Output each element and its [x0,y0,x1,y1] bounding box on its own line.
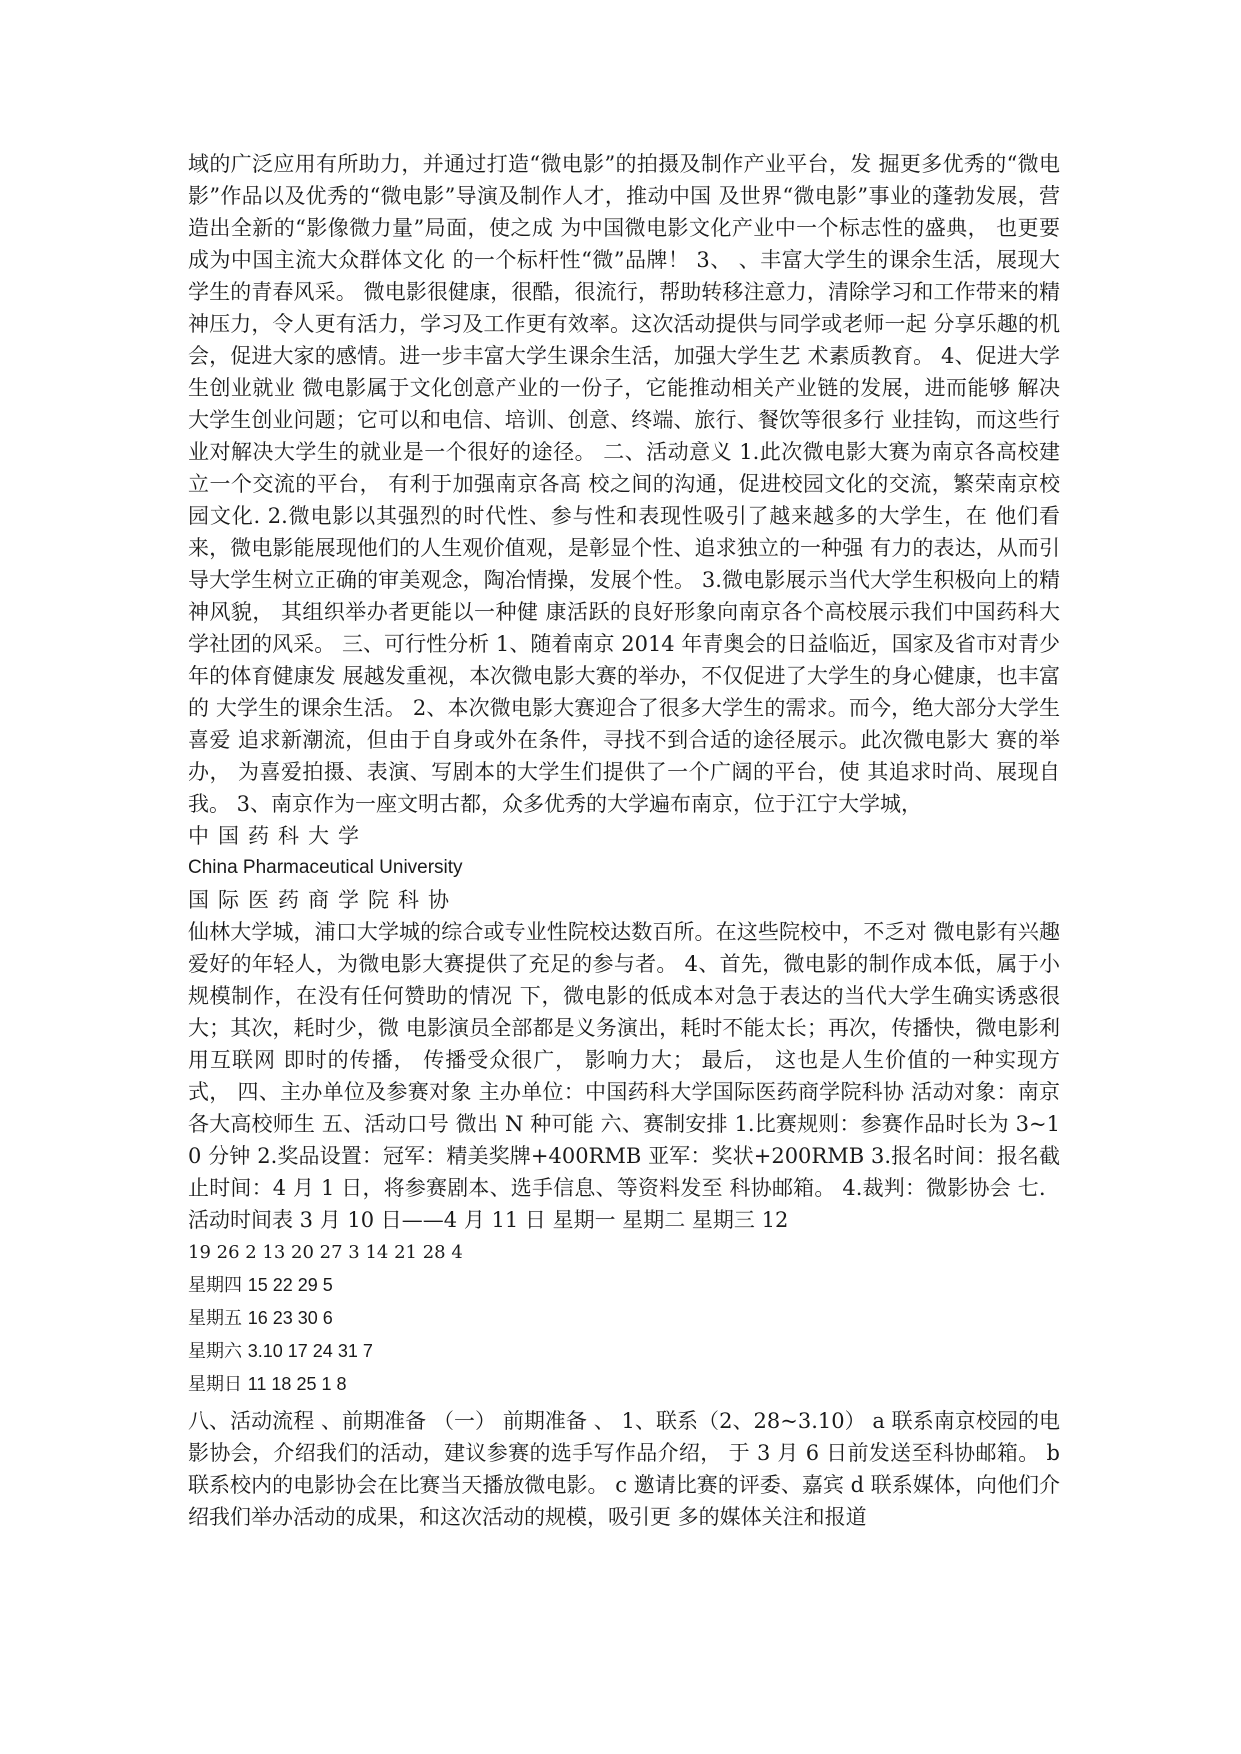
calendar-day-numbers: 16 23 30 6 [247,1308,333,1328]
paragraph-2: 仙林大学城，浦口大学城的综合或专业性院校达数百所。在这些院校中，不乏对 微电影有兴趣爱好的年轻人，为微电影大赛提供了充足的参与者。 4、首先，微电影的制作成本低，属于小规模制作，在没有任何赞助的情况 下，微电影的低成本对急于表达的当代大学生确实诱惑很大；其次，耗时少，微 电影演员全部都是义务演出，耗时不能太长；再次，传播快，微电影利用互联网 即时的传播， 传播受众很广， 影响力大； 最后， 这也是人生价值的一种实现方式， 四、主办单位及参赛对象 主办单位：中国药科大学国际医药商学院科协 活动对象：南京各大高校师生 五、活动口号 微出 N 种可能 六、赛制安排 1.比赛规则：参赛作品时长为 3~10 分钟 2.奖品设置：冠军：精美奖牌+400RMB 亚军：奖状+200RMB 3.报名时间：报名截止时间：4 月 1 日，将参赛剧本、选手信息、等资料发至 科协邮箱。 4.裁判：微影协会 七．活动时间表 3 月 10 日——4 月 11 日 星期一 星期二 星期三 12 [188,920,1060,1232]
calendar-row-saturday [188,1335,1060,1368]
header-organization: 国际医药商学院科协 [188,888,458,912]
header-university-en: China Pharmaceutical University [188,857,463,878]
calendar-day-numbers: 15 22 29 5 [247,1275,333,1295]
calendar-day-label: 星期六 [188,1341,242,1362]
paragraph-3: 八、活动流程 、前期准备 （一） 前期准备 、 1、联系（2、28~3.10） a 联系南京校园的电影协会，介绍我们的活动，建议参赛的选手写作品介绍， 于 3 月 6 日前发送至科协邮箱。 b 联系校内的电影协会在比赛当天播放微电影。 c 邀请比赛的评委、嘉宾 d 联系媒体，向他们介绍我们举办活动的成果，和这次活动的规模，吸引更 多的媒体关注和报道 [188,1409,1060,1529]
calendar-day-numbers: 3.10 17 24 31 7 [247,1341,373,1361]
calendar-row-friday [188,1302,1060,1335]
header-university-cn: 中国药科大学 [188,824,368,848]
calendar-day-numbers: 11 18 25 1 8 [247,1374,347,1394]
calendar-row-thursday [188,1269,1060,1302]
paragraph-1: 域的广泛应用有所助力，并通过打造“微电影”的拍摄及制作产业平台，发 掘更多优秀的“微电影”作品以及优秀的“微电影”导演及制作人才，推动中国 及世界“微电影”事业的蓬勃发展，营造出全新的“影像微力量”局面，使之成 为中国微电影文化产业中一个标志性的盛典， 也更要成为中国主流大众群体文化 的一个标杆性“微”品牌！ 3、 、丰富大学生的课余生活，展现大学生的青春风采。 微电影很健康，很酷，很流行，帮助转移注意力，清除学习和工作带来的精 神压力，令人更有活力，学习及工作更有效率。这次活动提供与同学或老师一起 分享乐趣的机会，促进大家的感情。进一步丰富大学生课余生活，加强大学生艺 术素质教育。 4、促进大学生创业就业 微电影属于文化创意产业的一份子，它能推动相关产业链的发展，进而能够 解决大学生创业问题；它可以和电信、培训、创意、终端、旅行、餐饮等很多行 业挂钩，而这些行业对解决大学生的就业是一个很好的途径。 二、活动意义 1.此次微电影大赛为南京各高校建立一个交流的平台， 有利于加强南京各高 校之间的沟通，促进校园文化的交流，繁荣南京校园文化. 2.微电影以其强烈的时代性、参与性和表现性吸引了越来越多的大学生，在 他们看来，微电影能展现他们的人生观价值观，是彰显个性、追求独立的一种强 有力的表达，从而引导大学生树立正确的审美观念，陶冶情操，发展个性。 3.微电影展示当代大学生积极向上的精神风貌， 其组织举办者更能以一种健 康活跃的良好形象向南京各个高校展示我们中国药科大学社团的风采。 三、可行性分析 1、随着南京 2014 年青奥会的日益临近，国家及省市对青少年的体育健康发 展越发重视，本次微电影大赛的举办，不仅促进了大学生的身心健康，也丰富的 大学生的课余生活。 2、本次微电影大赛迎合了很多大学生的需求。而今，绝大部分大学生喜爱 追求新潮流，但由于自身或外在条件，寻找不到合适的途径展示。此次微电影大 赛的举办， 为喜爱拍摄、表演、写剧本的大学生们提供了一个广阔的平台，使 其追求时尚、展现自我。 3、南京作为一座文明古都，众多优秀的大学遍布南京，位于江宁大学城， [188,152,1060,816]
calendar-row-sunday [188,1368,1060,1401]
calendar-day-label: 星期四 [188,1275,242,1296]
document-body [188,148,1060,1533]
calendar-day-label: 星期日 [188,1374,242,1395]
calendar-row-0: 19 26 2 13 20 27 3 14 21 28 4 [188,1242,463,1263]
calendar-day-label: 星期五 [188,1308,242,1329]
